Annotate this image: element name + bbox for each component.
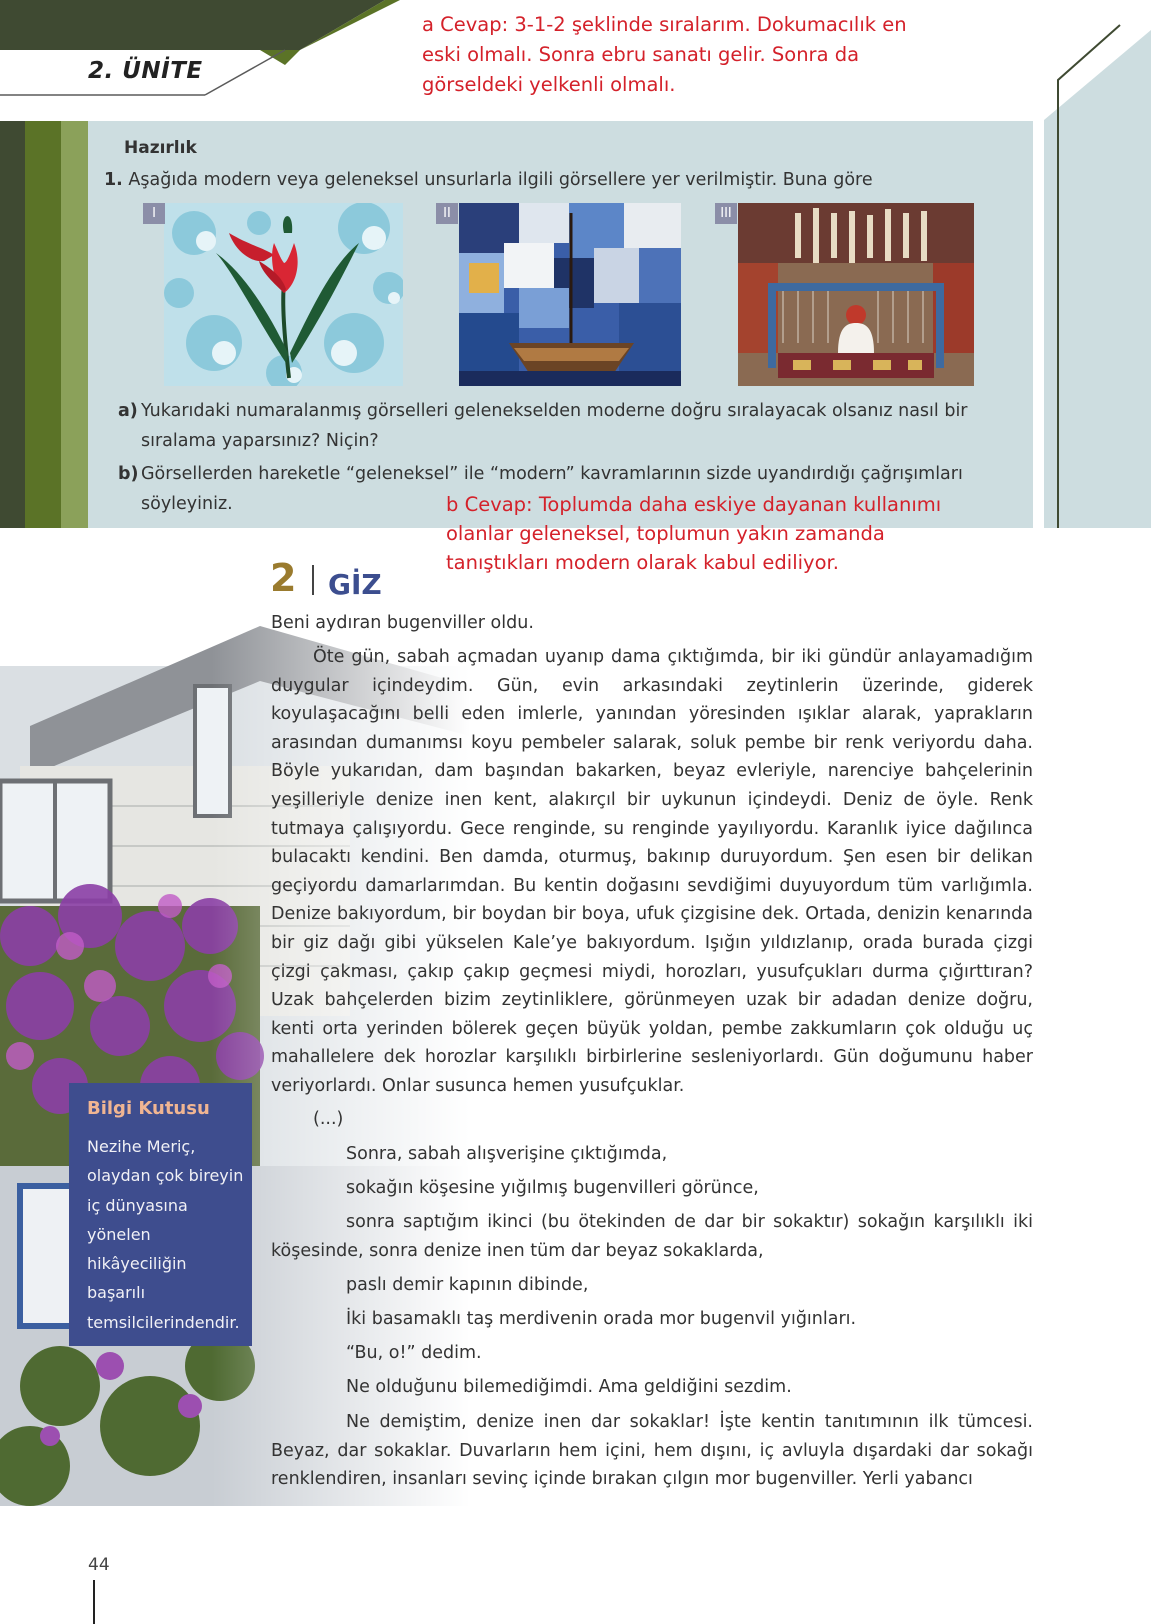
preparation-title: Hazırlık [124,138,197,158]
sub-question-a-label: a) [118,401,138,421]
sub-question-a-text: Yukarıdaki numaralanmış görselleri gelenekselden moderne doğru sıralayacak olsanız nasıl bir sıralama yaparsınız? Niçin? [141,401,968,451]
reading-paragraph-1: Öte gün, sabah açmadan uyanıp dama çıktığımda, bir iki gündür anlayamadığım duygular içindeydim. Gün, evin arkasındaki zeytinlerin üzerinde, giderek koyulaşacağını belli eden imlerle, yanından yöresinden ışıklar alarak, yaprakların arasından dumanımsı koyu pembeler salarak, soluk pembe bir renk veriyordu daha. Böyle yukarıdan, dam başından bakarken, beyaz evleriyle, narenciye bahçelerinin yeşilleriyle denize inen kent, alakırçıl bir uykunun içindeydi. Deniz de öyle. Renk tutmaya çalışıyordu. Gece renginde, su renginde yayılıyordu. Karanlık iyice dağılınca bulacaktı kendini. Ben damda, oturmuş, bakınıp duruyordum. Şen esen bir delikan geçiyordu damarlarımdan. Bu kentin doğasını sevdiğimi duyuyordum tüm varlığımla. Denize bakıyordum, bir boydan bir boya, ufuk çizgisine dek. Ortada, denizin kenarında bir giz dağı gibi yükselen Kale’ye bakıyordum. Işığın yıldızlanıp, orada burada çizgi çizgi çakması, çakıp çakıp geçmesi miydi, horozları, yusufçukları durma çığırttıran? Uzak bahçelerden bizim zeytinliklere, görünmeyen uzak bir adadan denize doğru, kenti orta yerinden bölerek geçen büyük yoldan, pembe zakkumların çok olduğu uç mahallelere dek horozlar karşılıklı birbirlerine sesleniyorlardı. Gün doğumunu haber veriyorlardı. Onlar susunca hemen yusufçuklar. [271,647,1033,1096]
reading-line-5: İki basamaklı taş merdivenin orada mor bugenvil yığınları. [346,1309,857,1329]
reading-title: GİZ [328,568,382,601]
stripe-dark [0,121,25,528]
image-label-3: III [715,203,737,224]
reading-line-8: Ne demiştim, denize inen dar sokaklar! İşte kentin tanıtımının ilk tümcesi. Beyaz, dar sokaklar. Duvarların hem içini, hem dışını, iç avluyla dışardaki dar sokağı renklendiren, insanları sevinç içinde bırakan çılgın mor bugenviller. Yerli yabancı [271,1412,1033,1490]
ebru-tulip-image [164,203,403,386]
footer-rule [93,1580,95,1624]
page-number: 44 [88,1555,110,1575]
reading-line-7: Ne olduğunu bilemediğimdi. Ama geldiğini sezdim. [346,1377,792,1397]
reading-first-line: Beni aydıran bugenviller oldu. [271,613,534,633]
unit-title: 2. ÜNİTE [88,58,203,84]
answer-b: b Cevap: Toplumda daha eskiye dayanan kullanımı olanlar geleneksel, toplumun yakın zamanda tanıştıkları modern olarak kabul ediliyor. [446,493,942,574]
reading-line-2: sokağın köşesine yığılmış bugenvilleri görünce, [346,1178,759,1198]
info-box-text: Nezihe Meriç, olaydan çok bireyin iç dünyasına yönelen hikâyeciliğin başarılı temsilcilerindendir. [87,1137,244,1332]
reading-number: 2 [270,556,297,600]
reading-line-3: sonra saptığım ikinci (bu ötekinden de dar bir sokaktır) sokağın karşılıklı iki köşesinde, sonra denize inen tüm dar beyaz sokaklarda, [271,1212,1033,1261]
reading-line-1: Sonra, sabah alışverişine çıktığımda, [346,1144,668,1164]
image-label-2: II [436,203,458,224]
reading-line-6: “Bu, o!” dedim. [346,1343,482,1363]
answer-a: a Cevap: 3-1-2 şeklinde sıralarım. Dokumacılık en eski olmalı. Sonra ebru sanatı gelir. Sonra da görseldeki yelkenli olmalı. [422,13,907,96]
reading-line-4: paslı demir kapının dibinde, [346,1275,589,1295]
stripe-light [61,121,88,528]
question-1 [104,170,873,190]
stripe-mid [25,121,61,528]
carpet-weaving-image [738,203,974,386]
info-box-title: Bilgi Kutusu [87,1098,210,1119]
question-text: Aşağıda modern veya geleneksel unsurlarla ilgili görsellere yer verilmiştir. Buna göre [128,170,873,190]
right-decoration [1040,20,1151,530]
cubist-sailboat-image [459,203,681,386]
image-label-1: I [143,203,165,224]
sub-question-a [118,396,1008,456]
question-number: 1. [104,170,123,190]
reading-title-divider [312,565,314,595]
sub-question-b-label: b) [118,464,139,484]
sub-question-b-text: Görsellerden hareketle “geleneksel” ile “modern” kavramlarının sizde uyandırdığı çağrışımları söyleyiniz. [141,464,963,514]
reading-ellipsis: (...) [313,1109,344,1129]
